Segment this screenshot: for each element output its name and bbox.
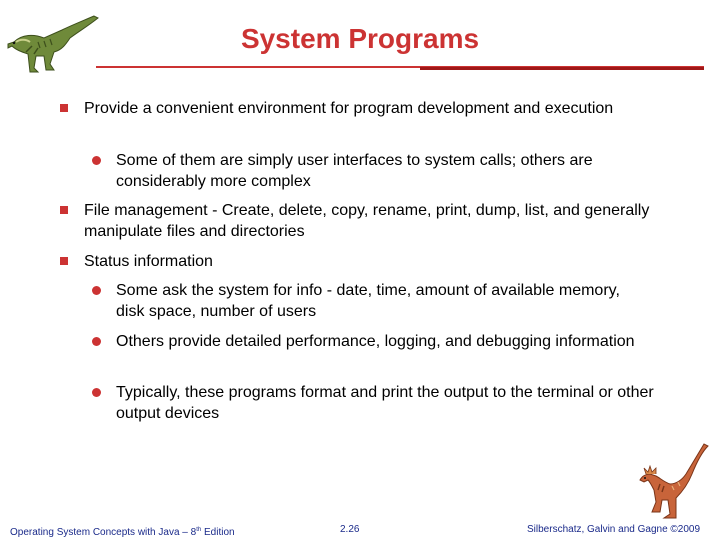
bullet-text: Provide a convenient environment for program development and execution bbox=[84, 100, 614, 117]
footer-page-number: 2.26 bbox=[340, 524, 360, 535]
square-bullet-icon bbox=[60, 206, 68, 214]
dinosaur-red-icon bbox=[634, 440, 710, 522]
footer-book-title bbox=[10, 524, 235, 539]
bullet-text: Status information bbox=[84, 253, 213, 270]
footer-authors: Silberschatz, Galvin and Gagne ©2009 bbox=[527, 524, 701, 535]
round-bullet-icon bbox=[92, 337, 101, 346]
dinosaur-green-icon bbox=[4, 12, 100, 76]
bullet-text: File management - Create, delete, copy, rename, print, dump, list, and generally manipulate files and directories bbox=[84, 202, 650, 240]
footer-book-title-main: Operating System Concepts with Java – 8 bbox=[10, 527, 197, 538]
footer-book-title-edition: Edition bbox=[201, 527, 235, 538]
round-bullet-icon bbox=[92, 388, 101, 397]
footer-edition-superscript: th bbox=[196, 527, 202, 533]
square-bullet-icon bbox=[60, 257, 68, 265]
square-bullet-icon bbox=[60, 104, 68, 112]
round-bullet-icon bbox=[92, 286, 101, 295]
sub-bullet-text: Typically, these programs format and print the output to the terminal or other output devices bbox=[116, 384, 654, 422]
sub-bullet-text: Others provide detailed performance, logging, and debugging information bbox=[116, 333, 635, 350]
sub-bullet-text: Some of them are simply user interfaces to system calls; others are considerably more complex bbox=[116, 152, 593, 190]
sub-bullet-text: Some ask the system for info - date, time, amount of available memory, disk space, number of users bbox=[116, 282, 620, 320]
round-bullet-icon bbox=[92, 156, 101, 165]
title-underline-accent bbox=[420, 67, 704, 70]
slide-title: System Programs bbox=[240, 23, 480, 54]
